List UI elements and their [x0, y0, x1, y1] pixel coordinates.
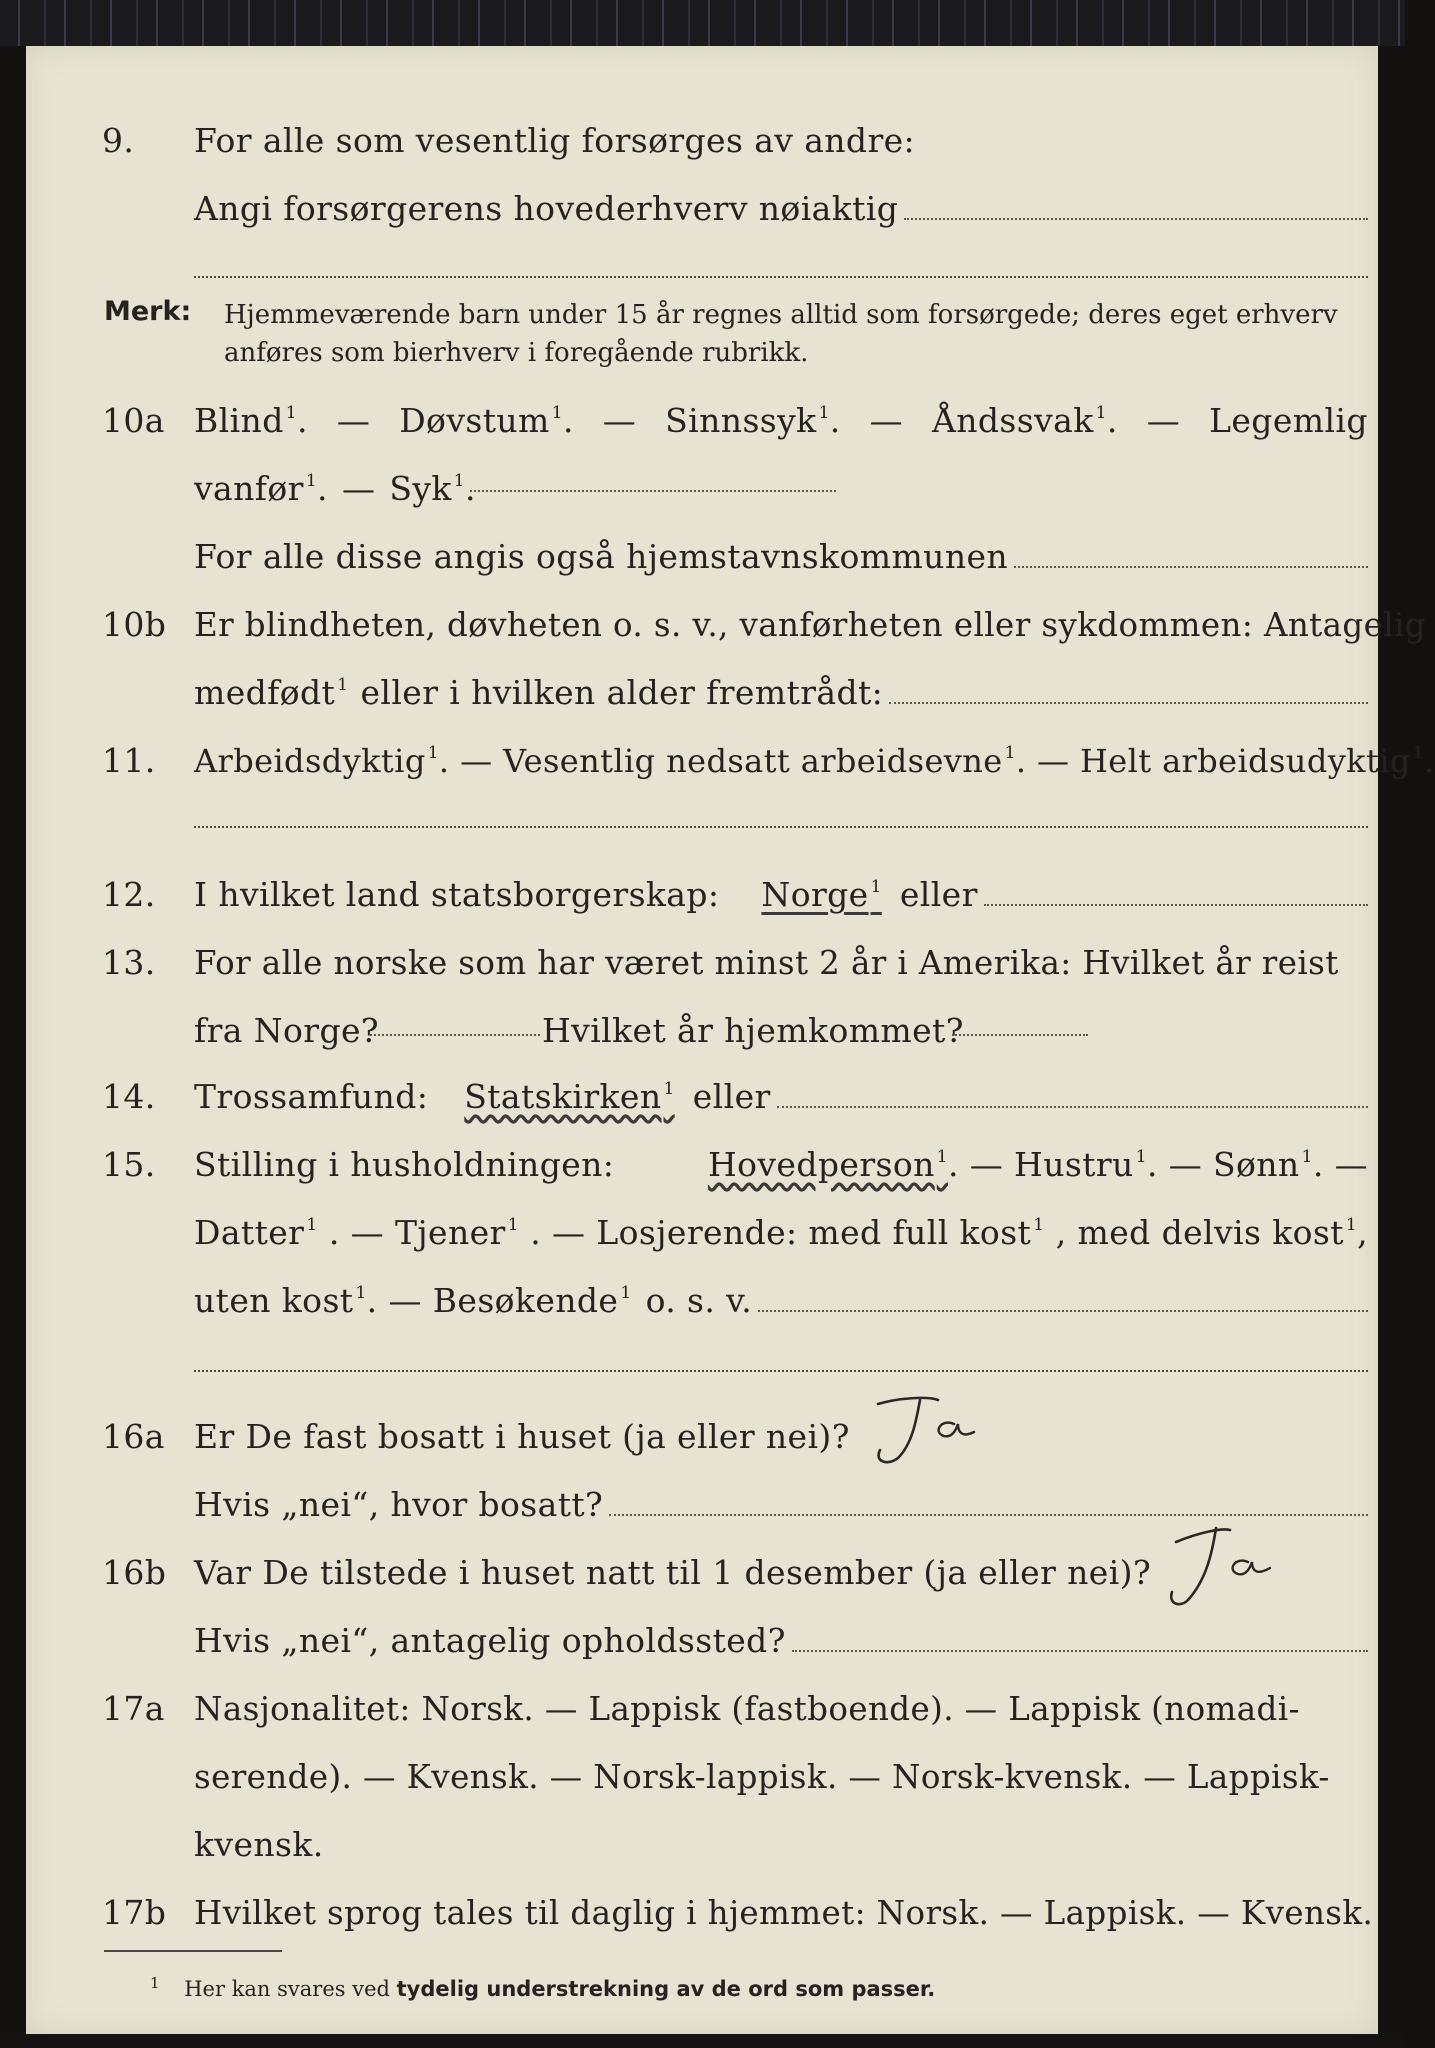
- option-norge[interactable]: Norge $^1$: [761, 875, 882, 914]
- question-number: 14.: [102, 1077, 156, 1116]
- answer-line[interactable]: [777, 1106, 1368, 1108]
- question-text: For alle som vesentlig forsørges av andre:: [194, 121, 916, 160]
- question-text: Stilling i husholdningen:: [194, 1145, 615, 1184]
- answer-line[interactable]: [609, 1514, 1368, 1516]
- question-16b-line2: [194, 1604, 1368, 1660]
- question-text: Angi forsørgerens hovederhverv nøiaktig: [194, 189, 899, 228]
- question-text: Nasjonalitet: Norsk. — Lappisk (fastboende). — Lappisk (nomadi-: [194, 1690, 1300, 1728]
- answer-line[interactable]: [889, 702, 1368, 704]
- question-text: o. s. v.: [645, 1281, 753, 1320]
- disability-options: [194, 401, 1368, 440]
- question-number: 12.: [102, 875, 156, 914]
- option-arbeidsdyktig[interactable]: Arbeidsdyktig $^1$: [194, 742, 439, 780]
- question-number: 13.: [102, 943, 156, 982]
- option-sinnssyk[interactable]: Sinnssyk $^1$.: [665, 401, 841, 440]
- household-options: Stilling i husholdningen: Hovedperson $^1$. — Hustru $^1$. — Sønn $^1$. —: [194, 1145, 1368, 1184]
- merk-label: Merk:: [104, 296, 192, 327]
- merk-text: Hjemmeværende barn under 15 år regnes alltid som forsørgede; deres eget erhverv anføres som bierhverv i foregående rubrikk.: [224, 300, 1338, 368]
- answer-line[interactable]: [792, 1650, 1368, 1652]
- option-uten-kost[interactable]: uten kost $^1$: [194, 1281, 367, 1320]
- option-sonn[interactable]: . — Sønn $^1$: [1146, 1145, 1313, 1184]
- question-number: 10b: [102, 605, 167, 644]
- question-text: Trossamfund:: [194, 1077, 429, 1116]
- dash: —: [341, 469, 376, 508]
- svg-text:Ja: Ja: [1228, 1570, 1229, 1571]
- option-datter[interactable]: Datter $^1$: [194, 1213, 318, 1252]
- answer-line[interactable]: [904, 218, 1368, 220]
- question-number: 17a: [102, 1689, 165, 1728]
- footnote: [150, 1974, 935, 2001]
- household-options: [194, 1213, 1368, 1252]
- option-hovedperson[interactable]: Hovedperson $^1$: [707, 1145, 948, 1184]
- question-text: Er De fast bosatt i huset (ja eller nei)?: [194, 1417, 850, 1456]
- question-text: For alle disse angis også hjemstavnskommunen: [194, 537, 1009, 576]
- option-syk[interactable]: Syk $^1$.: [389, 469, 476, 508]
- dash: —: [336, 401, 371, 440]
- question-number: 16b: [102, 1553, 167, 1592]
- question-text: Hvilket år hjemkommet?: [542, 1011, 964, 1050]
- option-tjener[interactable]: . — Tjener $^1$: [328, 1213, 519, 1252]
- answer-line[interactable]: [1014, 566, 1368, 568]
- answer-line[interactable]: [194, 826, 1368, 828]
- question-15-line3: [194, 1264, 1368, 1320]
- question-10b-line2: [194, 656, 1368, 712]
- question-text: serende). — Kvensk. — Norsk-lappisk. — Norsk-kvensk. — Lappisk-: [194, 1758, 1330, 1796]
- footnote-mark: 1: [150, 1974, 160, 1992]
- question-number: 10a: [102, 401, 165, 440]
- question-text: Hvilket sprog tales til daglig i hjemmet: Norsk. — Lappisk. — Kvensk.: [194, 1894, 1374, 1932]
- option-andssvak[interactable]: Åndssvak $^1$.: [932, 401, 1118, 440]
- option-nedsatt[interactable]: . — Vesentlig nedsatt arbeidsevne $^1$: [438, 742, 1016, 780]
- question-text: eller: [899, 875, 978, 914]
- question-14-line: [194, 1060, 1368, 1116]
- answer-line-hjemkommet[interactable]: [952, 1034, 1088, 1036]
- option-udyktig[interactable]: . — Helt arbeidsudyktig $^1$: [1015, 742, 1424, 780]
- option-besokende[interactable]: . — Besøkende $^1$: [366, 1281, 632, 1320]
- question-text: I hvilket land statsborgerskap:: [194, 875, 720, 914]
- answer-line[interactable]: [470, 490, 836, 492]
- question-number: 16a: [102, 1417, 165, 1456]
- dash: —: [869, 401, 904, 440]
- option-statskirken[interactable]: Statskirken $^1$: [464, 1077, 675, 1116]
- question-text: fra Norge?: [194, 1011, 380, 1050]
- question-text: kvensk.: [194, 1825, 324, 1864]
- question-16a-line2: [194, 1468, 1368, 1524]
- question-text: For alle norske som har været minst 2 år i Amerika: Hvilket år reist: [194, 944, 1339, 982]
- question-17a-line3: [194, 1808, 324, 1864]
- answer-line-reist[interactable]: [370, 1034, 540, 1036]
- question-text: Er blindheten, døvheten o. s. v., vanførheten eller sykdommen: Antagelig: [194, 606, 1427, 644]
- work-ability-options: Arbeidsdyktig $^1$. — Vesentlig nedsatt arbeidsevne $^1$. — Helt arbeidsudyktig $^1$.: [194, 742, 1435, 780]
- film-strip-bottom: [0, 2034, 1405, 2048]
- answer-line[interactable]: [194, 276, 1368, 278]
- option-blind[interactable]: Blind $^1$.: [194, 401, 308, 440]
- question-number: 9.: [102, 121, 135, 160]
- question-text: eller: [692, 1077, 771, 1116]
- film-strip-top: [0, 0, 1405, 46]
- question-12-line: [194, 858, 1368, 914]
- question-10a-line2: [194, 452, 476, 508]
- question-text: Hvis „nei“, hvor bosatt?: [194, 1485, 604, 1524]
- question-text: Var De tilstede i huset natt til 1 desember (ja eller nei)?: [194, 1553, 1152, 1592]
- footnote-rule: [104, 1950, 282, 1952]
- question-number: 15.: [102, 1145, 156, 1184]
- answer-line[interactable]: [194, 1370, 1368, 1372]
- dash: —: [1146, 401, 1181, 440]
- option-hustru[interactable]: . — Hustru $^1$: [947, 1145, 1147, 1184]
- svg-text:Ja: Ja: [936, 1436, 937, 1437]
- option-delvis-kost[interactable]: , med delvis kost $^1$,: [1055, 1213, 1368, 1252]
- question-text: eller i hvilken alder fremtrådt:: [360, 673, 884, 712]
- option-legemlig[interactable]: Legemlig: [1209, 401, 1368, 440]
- question-13-line2: [194, 994, 379, 1050]
- question-13-line2b: [542, 994, 964, 1050]
- option-vanfor[interactable]: vanfør $^1$.: [194, 469, 328, 508]
- answer-line[interactable]: [758, 1310, 1368, 1312]
- question-17a-line2: [194, 1740, 1330, 1796]
- dash: —: [602, 401, 637, 440]
- question-number: 17b: [102, 1893, 167, 1932]
- option-full-kost[interactable]: . — Losjerende: med full kost $^1$: [530, 1213, 1045, 1252]
- footnote-text-bold: tydelig understrekning av de ord som passer.: [396, 1977, 936, 2001]
- footnote-text: Her kan svares ved: [184, 1977, 390, 2001]
- question-10a-line3: [194, 520, 1368, 576]
- handwritten-answer-ja: [858, 1392, 1008, 1472]
- question-number: 11.: [102, 741, 156, 780]
- answer-line[interactable]: [984, 904, 1368, 906]
- question-text: Hvis „nei“, antagelig opholdssted?: [194, 1621, 786, 1660]
- question-9-line2: [194, 172, 1368, 228]
- option-dovstum[interactable]: Døvstum $^1$.: [399, 401, 574, 440]
- option-medfodt[interactable]: medfødt $^1$: [194, 673, 349, 712]
